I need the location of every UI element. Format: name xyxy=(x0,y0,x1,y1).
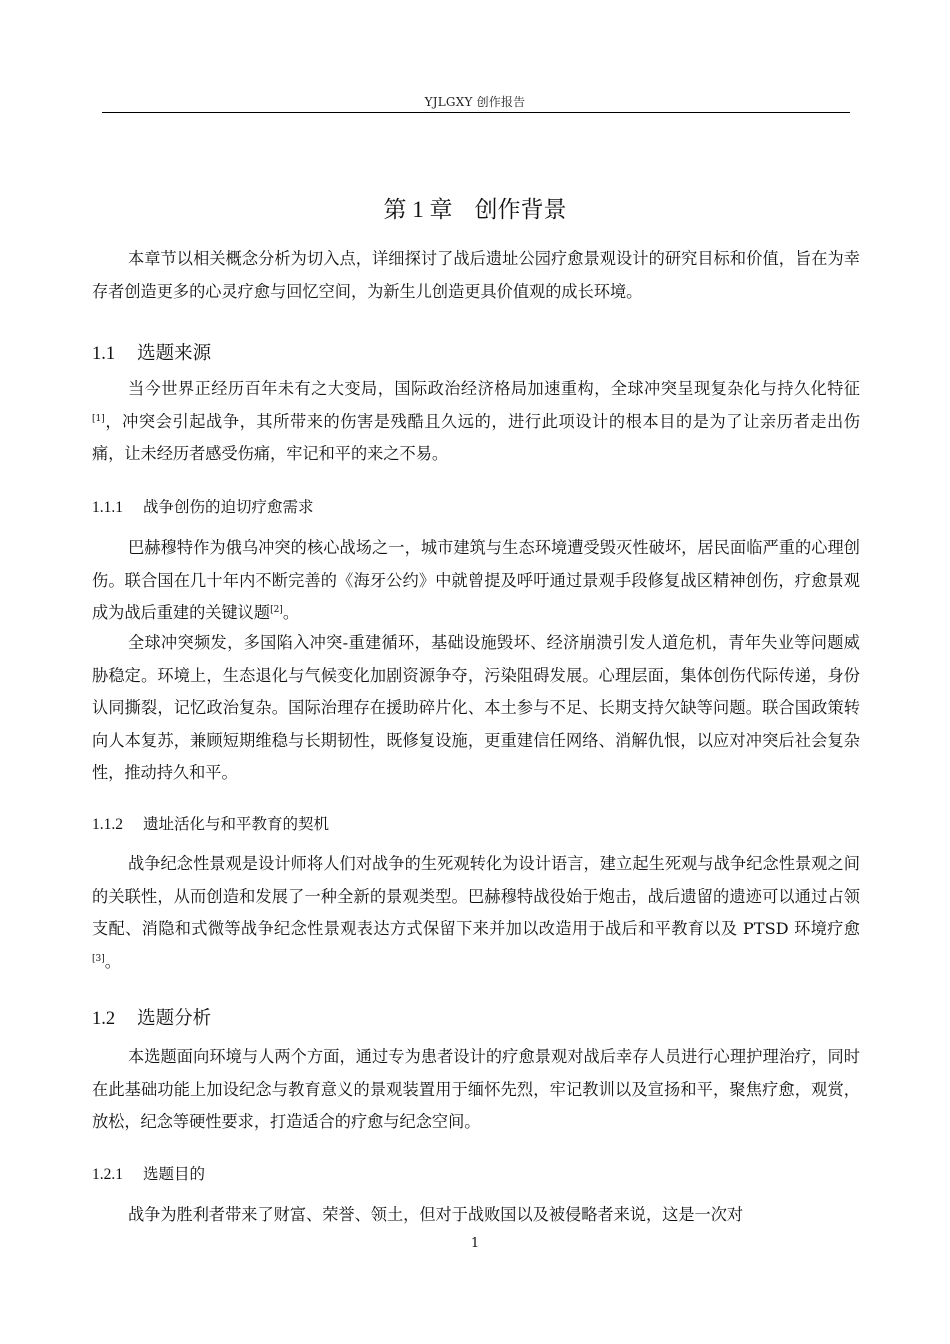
header-rule xyxy=(102,112,850,113)
paragraph-text: 。 xyxy=(282,603,299,622)
paragraph-1-2: 本选题面向环境与人两个方面，通过专为患者设计的疗愈景观对战后幸存人员进行心理护理治疗，同时在此基础功能上加设纪念与教育意义的景观装置用于缅怀先烈，牢记教训以及宣扬和平，聚焦疗愈，观赏，放松，纪念等硬性要求，打造适合的疗愈与纪念空间。 xyxy=(92,1047,860,1131)
paragraph-text: 。 xyxy=(104,951,121,971)
citation-ref: [1] xyxy=(92,413,105,424)
paragraph-1-1 xyxy=(92,373,860,471)
paragraph-text: 巴赫穆特作为俄乌冲突的核心战场之一，城市建筑与生态环境遭受毁灭性破坏，居民面临严重的心理创伤。联合国在几十年内不断完善的《海牙公约》中就曾提及呼吁通过景观手段修复战区精神创伤，疗愈景观成为战后重建的关键议题 xyxy=(92,538,860,622)
subsection-heading-1-1-1 xyxy=(92,495,314,517)
subsection-number: 1.1.2 xyxy=(92,816,123,833)
intro-paragraph: 本章节以相关概念分析为切入点，详细探讨了战后遗址公园疗愈景观设计的研究目标和价值，旨在为幸存者创造更多的心灵疗愈与回忆空间，为新生儿创造更具价值观的成长环境。 xyxy=(92,249,860,301)
paragraph-1-2-1: 战争为胜利者带来了财富、荣誉、领土，但对于战败国以及被侵略者来说，这是一次对 xyxy=(128,1205,744,1224)
citation-ref: [2] xyxy=(270,605,283,615)
citation-ref: [3] xyxy=(92,953,105,964)
subsection-number: 1.1.1 xyxy=(92,499,123,516)
page-number: 1 xyxy=(470,1236,480,1251)
paragraph-text: ，冲突会引起战争，其所带来的伤害是残酷且久远的，进行此项设计的根本目的是为了让亲历者走出伤痛，让未经历者感受伤痛，牢记和平的来之不易。 xyxy=(92,411,860,463)
chapter-title xyxy=(0,191,950,224)
paragraph-text: 战争纪念性景观是设计师将人们对战争的生死观转化为设计语言，建立起生死观与战争纪念性景观之间的关联性，从而创造和发展了一种全新的景观类型。巴赫穆特战役始于炮击，战后遗留的遗迹可以通过占领支配、消隐和式微等战争纪念性景观表达方式保留下来并加以改造用于战后和平教育以及 PTSD 环境疗愈 xyxy=(92,854,860,938)
paragraph-1-1-1-a xyxy=(92,532,860,630)
section-heading-1-1 xyxy=(92,339,211,365)
paragraph-1-1-1-b: 全球冲突频发，多国陷入冲突-重建循环，基础设施毁坏、经济崩溃引发人道危机，青年失业等问题威胁稳定。环境上，生态退化与气候变化加剧资源争夺，污染阻碍发展。心理层面，集体创伤代际传递，身份认同撕裂，记忆政治复杂。国际治理存在援助碎片化、本土参与不足、长期支持欠缺等问题。联合国政策转向人本复苏，兼顾短期维稳与长期韧性，既修复设施，更重建信任网络、消解仇恨，以应对冲突后社会复杂性，推动持久和平。 xyxy=(92,633,860,782)
paragraph-1-1-2 xyxy=(92,848,860,978)
subsection-title: 遗址活化与和平教育的契机 xyxy=(143,815,330,833)
subsection-title: 战争创伤的迫切疗愈需求 xyxy=(143,498,314,516)
subsection-number: 1.2.1 xyxy=(92,1166,123,1183)
section-title: 选题分析 xyxy=(137,1008,212,1029)
paragraph-text: 当今世界正经历百年未有之大变局，国际政治经济格局加速重构，全球冲突呈现复杂化与持久化特征 xyxy=(128,379,860,398)
section-number: 1.2 xyxy=(92,1009,116,1029)
subsection-heading-1-2-1 xyxy=(92,1162,205,1184)
page-header: YJLGXY 创作报告 xyxy=(424,95,526,109)
subsection-title: 选题目的 xyxy=(143,1165,206,1183)
section-heading-1-2 xyxy=(92,1004,211,1030)
chapter-number: 第 1 章 xyxy=(383,197,453,223)
section-number: 1.1 xyxy=(92,344,116,364)
section-title: 选题来源 xyxy=(137,343,212,364)
subsection-heading-1-1-2 xyxy=(92,812,329,834)
chapter-title-text: 创作背景 xyxy=(474,197,567,224)
